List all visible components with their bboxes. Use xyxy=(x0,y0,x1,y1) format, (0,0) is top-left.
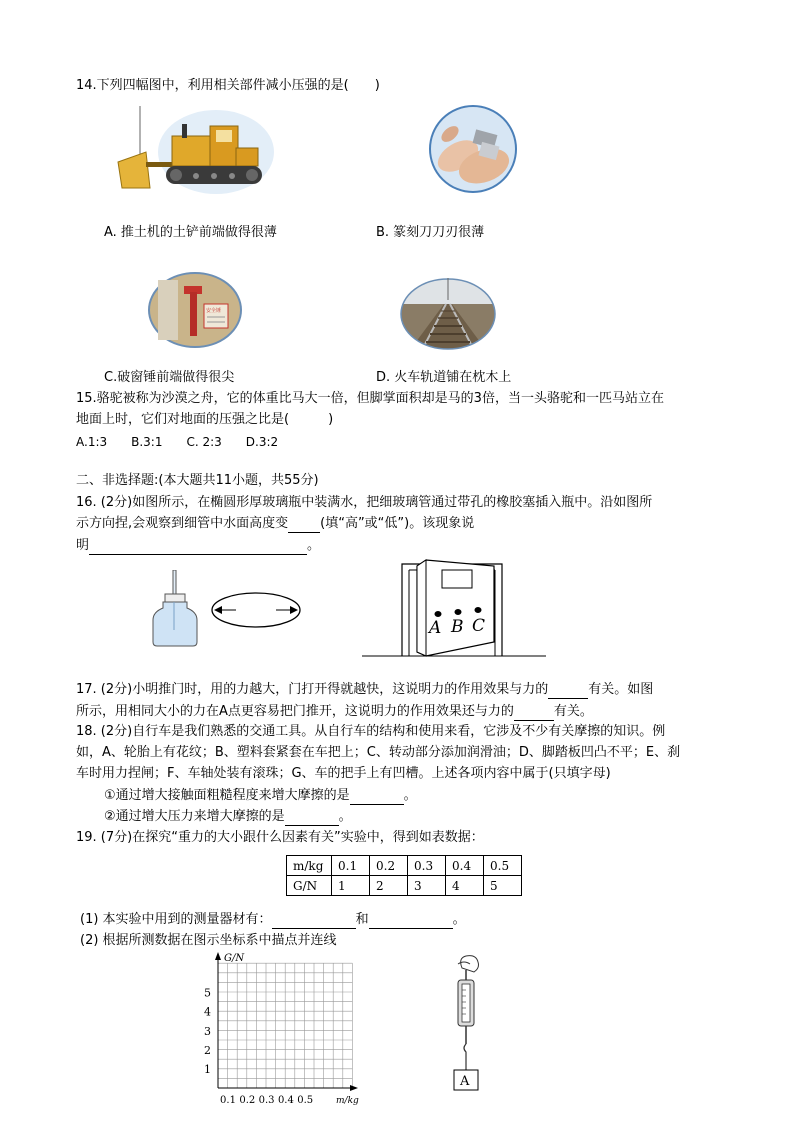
q14-option-b: B. 篆刻刀刀刃很薄 xyxy=(376,225,485,240)
door-point-a: A xyxy=(429,618,442,638)
q16-line1: 16. (2分)如图所示，在椭圆形厚玻璃瓶中装满水，把细玻璃管通过带孔的橡胶塞插入瓶中。沿如图所 xyxy=(76,495,653,510)
q15-choices: A.1:3 B.3:1 C. 2:3 D.3:2 xyxy=(76,435,279,449)
table-cell: 0.5 xyxy=(484,856,522,876)
q19-sub2: (2) 根据所测数据在图示坐标系中描点并连线 xyxy=(80,933,337,948)
q19-sub1: (1) 本实验中用到的测量器材有： 和 。 xyxy=(80,912,466,927)
safety-hammer-image xyxy=(148,272,242,348)
graph-xlabel: m/kg xyxy=(336,1096,359,1106)
q18-sub1: ①通过增大接触面粗糙程度来增大摩擦的是 。 xyxy=(104,788,417,803)
q18-line2: 如，A、轮胎上有花纹；B、塑料套紧套在车把上；C、转动部分添加润滑油；D、脚踏板凹凸不平；E、刹 xyxy=(76,745,681,760)
railway-track-image xyxy=(400,278,496,350)
spring-scale-diagram xyxy=(444,954,494,1094)
table-row xyxy=(287,856,522,876)
carving-knife-image xyxy=(428,104,518,194)
q16-line3: 明 。 xyxy=(76,538,321,553)
table-cell: 0.3 xyxy=(408,856,446,876)
q17-blank2[interactable] xyxy=(514,706,554,721)
q19-blank1[interactable] xyxy=(272,914,356,929)
bulldozer-image xyxy=(116,104,276,194)
y-tick-label: 4 xyxy=(204,1005,211,1019)
y-tick-label: 2 xyxy=(204,1044,211,1057)
x-tick-label: 0.1 xyxy=(220,1095,236,1106)
q18-blank2[interactable] xyxy=(285,811,339,826)
x-tick-label: 0.4 xyxy=(277,1095,294,1106)
weight-block-label: A xyxy=(460,1074,470,1089)
q16-blank2[interactable] xyxy=(89,540,307,555)
table-cell: 0.2 xyxy=(370,856,408,876)
table-cell: 0.1 xyxy=(332,856,370,876)
q14-option-a: A. 推土机的土铲前端做得很薄 xyxy=(104,225,277,240)
q19-stem: 19. (7分)在探究“重力的大小跟什么因素有关”实验中，得到如表数据： xyxy=(76,830,484,845)
q17-line1: 17. (2分)小明推门时，用的力越大，门打开得就越快，这说明力的作用效果与力的 有关。如图 xyxy=(76,682,654,697)
q17-line2: 所示，用相同大小的力在A点更容易把门推开，这说明力的作用效果还与力的 有关。 xyxy=(76,704,593,719)
table-cell: 1 xyxy=(332,876,370,896)
x-tick-label: 0.2 xyxy=(239,1095,256,1106)
graph-ylabel: G/N xyxy=(224,953,245,964)
q19-blank2[interactable] xyxy=(369,914,453,929)
table-cell: 4 xyxy=(446,876,484,896)
table-cell: 0.4 xyxy=(446,856,484,876)
table-head-gravity: G/N xyxy=(287,876,332,896)
q14-option-d: D. 火车轨道铺在枕木上 xyxy=(376,370,512,385)
x-tick-label: 0.5 xyxy=(297,1095,314,1106)
q18-line3: 车时用力捏闸；F、车轴处装有滚珠；G、车的把手上有凹槽。上述各项内容中属于(只填字母) xyxy=(76,766,611,781)
table-cell: 3 xyxy=(408,876,446,896)
q16-blank1[interactable] xyxy=(288,518,320,533)
table-row xyxy=(287,876,522,896)
q18-line1: 18. (2分)自行车是我们熟悉的交通工具。从自行车的结构和使用来看，它涉及不少有关摩擦的知识。例 xyxy=(76,724,666,739)
door-point-c: C xyxy=(472,616,486,636)
y-tick-label: 5 xyxy=(204,986,211,1000)
q18-sub2: ②通过增大压力来增大摩擦的是 。 xyxy=(104,809,352,824)
q15-line2: 地面上时，它们对地面的压强之比是( ) xyxy=(76,412,334,427)
section2-heading: 二、非选择题:(本大题共11小题，共55分) xyxy=(76,473,319,488)
table-cell: 2 xyxy=(370,876,408,896)
table-head-mass: m/kg xyxy=(287,856,332,876)
glass-bottle-diagram xyxy=(150,570,310,648)
q16-line2: 示方向捏,会观察到细管中水面高度变 (填“高”或“低”)。该现象说 xyxy=(76,516,475,531)
hammer-sign-label: 安全锤 xyxy=(206,308,222,314)
q19-data-table xyxy=(286,855,522,896)
coordinate-grid xyxy=(196,950,368,1110)
q14-option-c: C.破窗锤前端做得很尖 xyxy=(104,370,235,385)
y-tick-label: 1 xyxy=(204,1063,211,1077)
q17-blank1[interactable] xyxy=(548,684,588,699)
door-diagram xyxy=(362,556,546,660)
q18-blank1[interactable] xyxy=(350,790,404,805)
table-cell: 5 xyxy=(484,876,522,896)
x-tick-label: 0.3 xyxy=(258,1095,275,1106)
y-tick-label: 3 xyxy=(204,1024,211,1038)
door-point-b: B xyxy=(451,617,464,637)
q15-line1: 15.骆驼被称为沙漠之舟，它的体重比马大一倍，但脚掌面积却是马的3倍，当一头骆驼和一匹马站立在 xyxy=(76,391,664,406)
q14-stem: 14.下列四幅图中，利用相关部件减小压强的是( ) xyxy=(76,78,380,93)
